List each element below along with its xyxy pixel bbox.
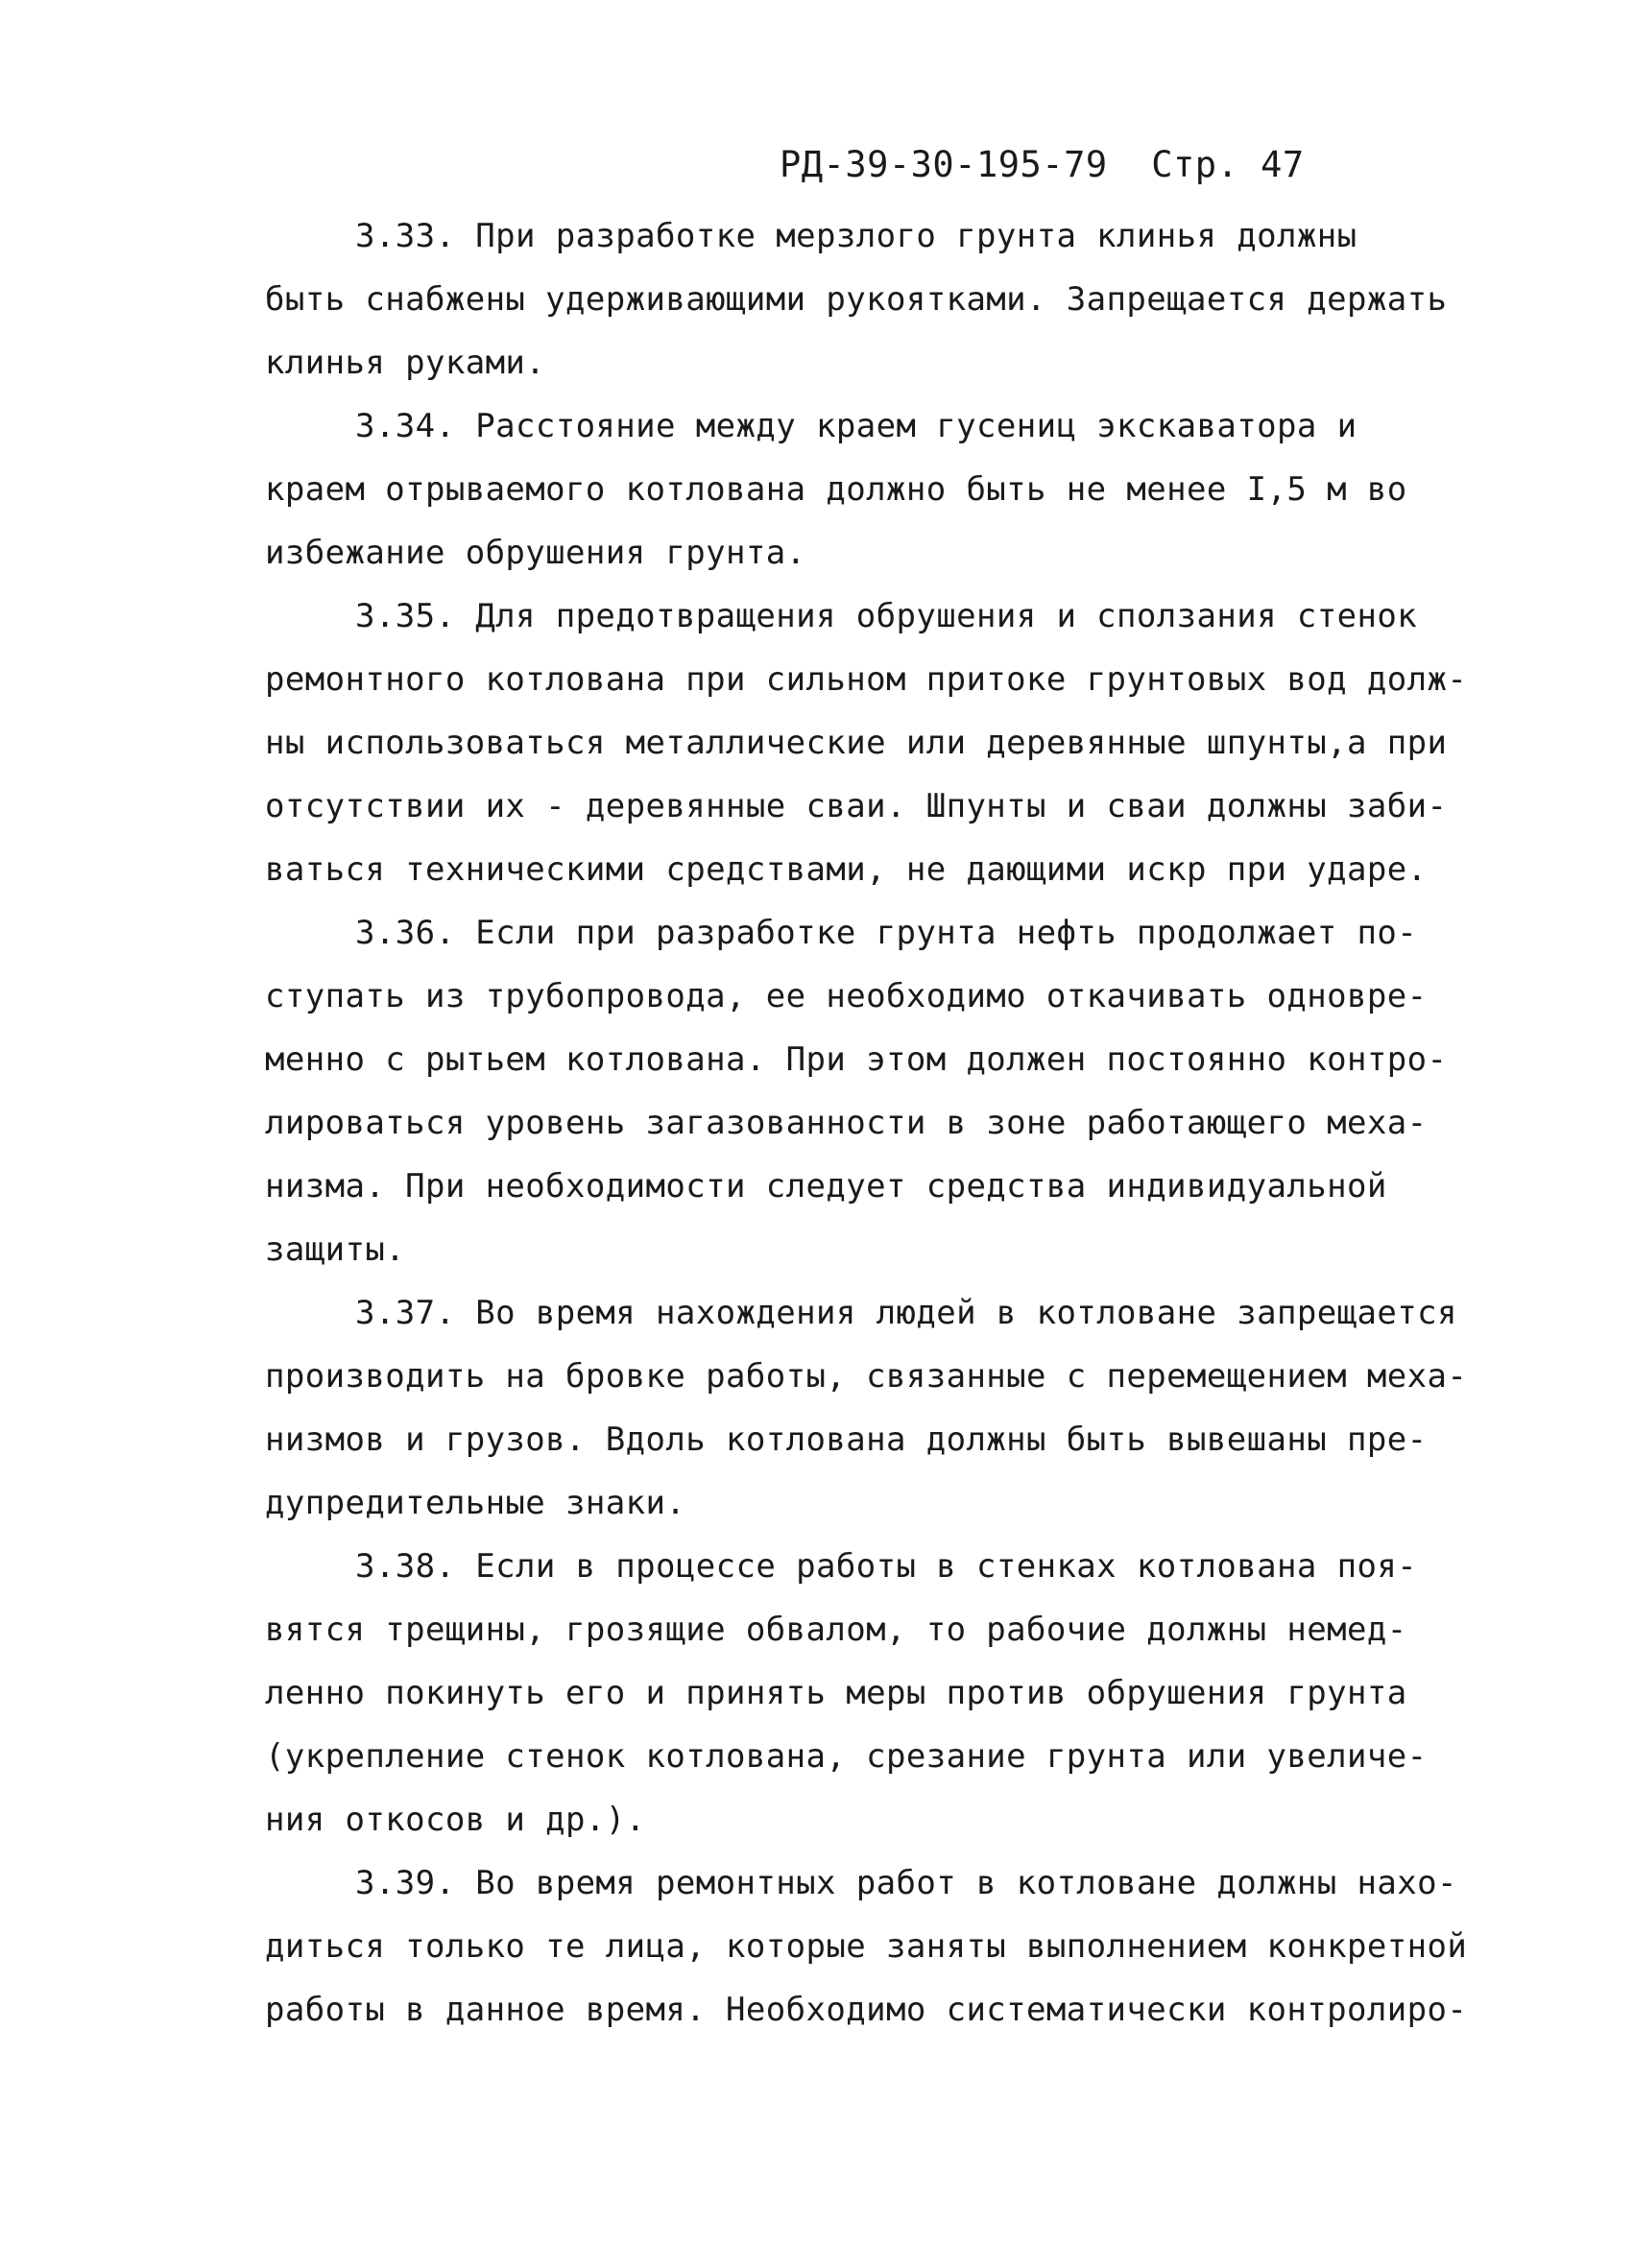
text-line: 3.37. Во время нахождения людей в котловане запрещается — [355, 1294, 1457, 1332]
document-body — [265, 204, 1468, 2041]
text-line: 3.39. Во время ремонтных работ в котловане должны нахо- — [355, 1864, 1457, 1902]
text-line: защиты. — [265, 1230, 406, 1269]
text-line: дупредительные знаки. — [265, 1484, 686, 1522]
paragraph-3-39 — [265, 1851, 1468, 2041]
paragraph-3-35 — [265, 585, 1468, 901]
text-line: диться только те лица, которые заняты выполнением конкретной — [265, 1927, 1468, 1966]
text-line: ваться техническими средствами, не дающими искр при ударе. — [265, 850, 1428, 889]
text-line: (укрепление стенок котлована, срезание грунта или увеличе- — [265, 1737, 1428, 1776]
text-line: работы в данное время. Необходимо систематически контролиро- — [265, 1991, 1468, 2029]
text-line: низмов и грузов. Вдоль котлована должны быть вывешаны пре- — [265, 1420, 1428, 1459]
text-line: клинья руками. — [265, 344, 546, 382]
text-line: 3.35. Для предотвращения обрушения и сползания стенок — [355, 597, 1418, 635]
text-line: быть снабжены удерживающими рукоятками. Запрещается держать — [265, 280, 1448, 319]
text-line: ния откосов и др.). — [265, 1801, 646, 1839]
text-line: ленно покинуть его и принять меры против обрушения грунта — [265, 1674, 1407, 1712]
page-number-label: Стр. 47 — [1151, 144, 1305, 185]
text-line: 3.36. Если при разработке грунта нефть продолжает по- — [355, 914, 1418, 952]
text-line: ны использоваться металлические или деревянные шпунты,а при — [265, 724, 1448, 762]
document-code: РД-39-30-195-79 — [780, 144, 1108, 185]
text-line: менно с рытьем котлована. При этом должен постоянно контро- — [265, 1040, 1448, 1079]
text-line: ремонтного котлована при сильном притоке грунтовых вод долж- — [265, 660, 1468, 699]
paragraph-3-38 — [265, 1535, 1428, 1851]
paragraph-3-34 — [265, 394, 1417, 585]
text-line: избежание обрушения грунта. — [265, 534, 806, 572]
text-line: лироваться уровень загазованности в зоне работающего меха- — [265, 1104, 1428, 1142]
page-header — [780, 144, 1305, 185]
text-line: отсутствии их - деревянные сваи. Шпунты и сваи должны заби- — [265, 787, 1448, 825]
text-line: ступать из трубопровода, ее необходимо откачивать одновре- — [265, 977, 1428, 1015]
text-line: краем отрываемого котлована должно быть не менее I,5 м во — [265, 470, 1407, 509]
text-line: 3.34. Расстояние между краем гусениц экскаватора и — [355, 407, 1357, 445]
text-line: вятся трещины, грозящие обвалом, то рабочие должны немед- — [265, 1611, 1407, 1649]
text-line: 3.33. При разработке мерзлого грунта клинья должны — [355, 217, 1357, 255]
text-line: производить на бровке работы, связанные с перемещением меха- — [265, 1357, 1468, 1396]
paragraph-3-36 — [265, 901, 1448, 1281]
paragraph-3-37 — [265, 1281, 1468, 1535]
text-line: 3.38. Если в процессе работы в стенках котлована поя- — [355, 1547, 1418, 1586]
paragraph-3-33 — [265, 204, 1448, 394]
text-line: низма. При необходимости следует средства индивидуальной — [265, 1167, 1387, 1206]
